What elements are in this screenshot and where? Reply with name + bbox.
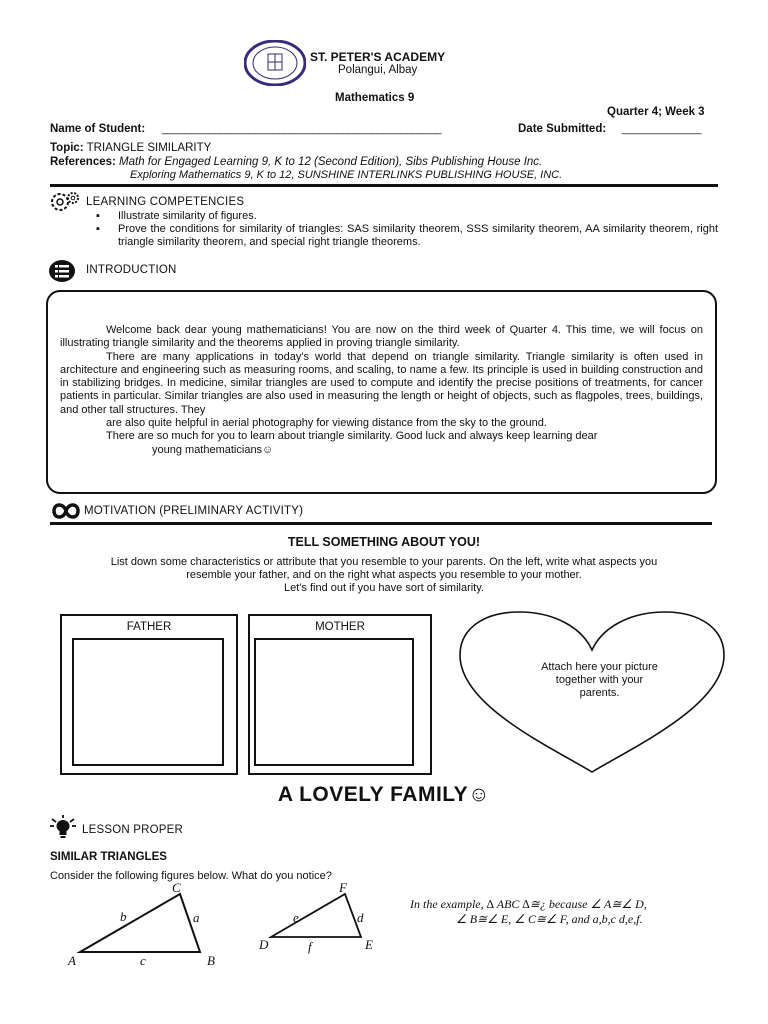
- school-logo: [244, 40, 306, 86]
- example-line-2: ∠ B≅∠ E, ∠ C≅∠ F, and a,b,c d,e,f.: [456, 912, 643, 926]
- heart-picture-area[interactable]: [457, 610, 727, 775]
- motivation-heading: TELL SOMETHING ABOUT YOU!: [287, 535, 481, 549]
- triangle-def: [255, 880, 385, 960]
- heart-text-3: parents.: [579, 687, 620, 699]
- vertex-label-d: D: [259, 937, 269, 952]
- intro-paragraph-2: There are many applications in today's world that depend on triangle similarity. Triangle similarity is often used in architecture and engineering such as measuring rooms, and scaling, to name a few. Its principle is used in building construction and in stabilizing bridges. In medicine, similar triangles are used to compute and identify the precise positions of treatments, for cancer patients in particular. Similar triangles are also used in measuring the length or height of objects, such as flagpoles, trees, buildings, and other tall structures. They: [60, 350, 703, 416]
- references-label: References:: [50, 156, 116, 168]
- intro-paragraph-3b: young mathematicians☺: [152, 443, 274, 456]
- list-icon: [48, 259, 76, 286]
- topic-value: TRIANGLE SIMILARITY: [86, 142, 212, 154]
- student-name-label: Name of Student:: [50, 123, 146, 135]
- topic-row: [50, 142, 211, 154]
- mother-label: MOTHER: [315, 621, 365, 633]
- lovely-family-caption: A LOVELY FAMILY☺: [277, 783, 491, 806]
- triangle-abc: [60, 880, 230, 970]
- motivation-title: MOTIVATION (PRELIMINARY ACTIVITY): [84, 505, 304, 517]
- lesson-prompt: Consider the following figures below. What do you notice?: [50, 870, 332, 882]
- vertex-label-a: A: [68, 953, 76, 968]
- references-row: [50, 156, 542, 168]
- motivation-instruction-1: List down some characteristics or attribute that you resemble to your parents. On the left, write what aspects you: [110, 556, 658, 568]
- heart-text-1: Attach here your picture: [541, 661, 658, 673]
- header-divider: [50, 184, 718, 187]
- motivation-instruction-2: resemble your father, and on the right what aspects you resemble to your mother.: [186, 569, 582, 581]
- school-name: ST. PETER'S ACADEMY: [310, 50, 446, 64]
- similar-triangles-heading: SIMILAR TRIANGLES: [50, 851, 167, 863]
- father-write-area[interactable]: [72, 638, 224, 766]
- side-label-a: a: [193, 910, 200, 925]
- side-label-e: e: [293, 910, 299, 925]
- quarter-week: Quarter 4; Week 3: [607, 106, 705, 118]
- vertex-label-c: C: [172, 880, 181, 895]
- mother-write-area[interactable]: [254, 638, 414, 766]
- competency-list: [96, 210, 718, 249]
- date-submitted-label: Date Submitted:: [518, 123, 607, 135]
- lesson-proper-title: LESSON PROPER: [82, 824, 184, 836]
- mother-box: [248, 614, 432, 775]
- introduction-box: [46, 290, 717, 494]
- vertex-label-b: B: [207, 953, 215, 968]
- subject-title: Mathematics 9: [335, 92, 415, 104]
- intro-paragraph-1: Welcome back dear young mathematicians! You are now on the third week of Quarter 4. This time, we will focus on illustrating triangle similarity and the theorems applied in proving triangle similarity.: [60, 324, 703, 350]
- motivation-instruction-3: Let's find out if you have sort of similarity.: [284, 582, 484, 594]
- student-name-blank[interactable]: ________________________________________________: [162, 123, 442, 135]
- competency-item: ▪ Illustrate similarity of figures.: [96, 210, 718, 223]
- example-line-1: In the example, ∆ ABC ∆≅¿ because ∠ A≅∠ D,: [410, 897, 647, 911]
- school-location: Polangui, Albay: [338, 64, 418, 76]
- side-label-c: c: [140, 953, 146, 968]
- father-box: [60, 614, 238, 775]
- reference-1: Math for Engaged Learning 9, K to 12 (Second Edition), Sibs Publishing House Inc.: [119, 156, 543, 168]
- side-label-f: f: [308, 939, 312, 954]
- gears-icon: [48, 189, 82, 218]
- learning-competencies-title: LEARNING COMPETENCIES: [86, 196, 245, 208]
- intro-paragraph-2b: are also quite helpful in aerial photography for viewing distance from the sky to the ground.: [106, 417, 547, 430]
- reference-2: Exploring Mathematics 9, K to 12, SUNSHINE INTERLINKS PUBLISHING HOUSE, INC.: [130, 169, 563, 181]
- vertex-label-f: F: [339, 880, 347, 895]
- heart-text-2: together with your: [555, 674, 644, 686]
- vertex-label-e: E: [365, 937, 373, 952]
- date-submitted-blank[interactable]: _____________: [622, 123, 702, 135]
- side-label-d: d: [357, 910, 364, 925]
- introduction-title: INTRODUCTION: [86, 264, 177, 276]
- competency-item: ▪ Prove the conditions for similarity of triangles: SAS similarity theorem, SSS similarity theorem, AA similarity theorem, right triangle similarity theorem, and special right triangle theorems.: [96, 223, 718, 249]
- father-label: FATHER: [126, 621, 172, 633]
- intro-paragraph-3: There are so much for you to learn about triangle similarity. Good luck and always keep learning dear: [106, 430, 598, 443]
- topic-label: Topic:: [50, 142, 84, 154]
- motivation-divider: [50, 522, 712, 525]
- side-label-b: b: [120, 909, 127, 924]
- lightbulb-icon: [48, 815, 78, 842]
